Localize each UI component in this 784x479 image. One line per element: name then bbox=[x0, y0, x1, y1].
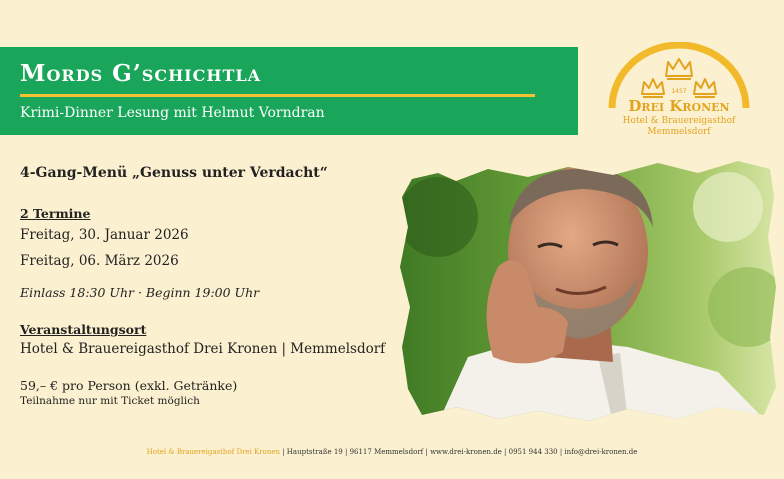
drei-kronen-logo bbox=[606, 42, 752, 142]
event-title: Mords G’schichtla bbox=[20, 60, 262, 87]
dates-heading: 2 Termine bbox=[20, 206, 91, 221]
logo-name: Drei Kronen bbox=[628, 97, 730, 115]
header-banner bbox=[0, 47, 578, 135]
logo-line-2: Memmelsdorf bbox=[647, 127, 711, 137]
footer-contact bbox=[0, 448, 784, 456]
title-underline bbox=[20, 94, 535, 97]
author-photo bbox=[398, 157, 778, 423]
menu-title: 4-Gang-Menü „Genuss unter Verdacht“ bbox=[20, 165, 328, 181]
event-date-1: Freitag, 30. Januar 2026 bbox=[20, 227, 189, 243]
venue-heading: Veranstaltungsort bbox=[20, 322, 147, 337]
ticket-note: Teilnahme nur mit Ticket möglich bbox=[20, 395, 200, 407]
admission-time: Einlass 18:30 Uhr · Beginn 19:00 Uhr bbox=[20, 285, 260, 300]
logo-year: 1457 bbox=[671, 88, 687, 95]
event-date-2: Freitag, 06. März 2026 bbox=[20, 253, 179, 269]
logo-line-1: Hotel & Brauereigasthof bbox=[622, 116, 736, 126]
footer-details: | Hauptstraße 19 | 96117 Memmelsdorf | www.drei-kronen.de | 0951 944 330 | info@drei-kronen.de bbox=[280, 448, 638, 456]
venue-text: Hotel & Brauereigasthof Drei Kronen | Memmelsdorf bbox=[20, 341, 386, 357]
author-portrait-image bbox=[398, 157, 778, 423]
price-text: 59,– € pro Person (exkl. Getränke) bbox=[20, 378, 238, 393]
footer-company: Hotel & Brauereigasthof Drei Kronen bbox=[146, 448, 280, 456]
event-subtitle: Krimi-Dinner Lesung mit Helmut Vorndran bbox=[20, 105, 325, 121]
